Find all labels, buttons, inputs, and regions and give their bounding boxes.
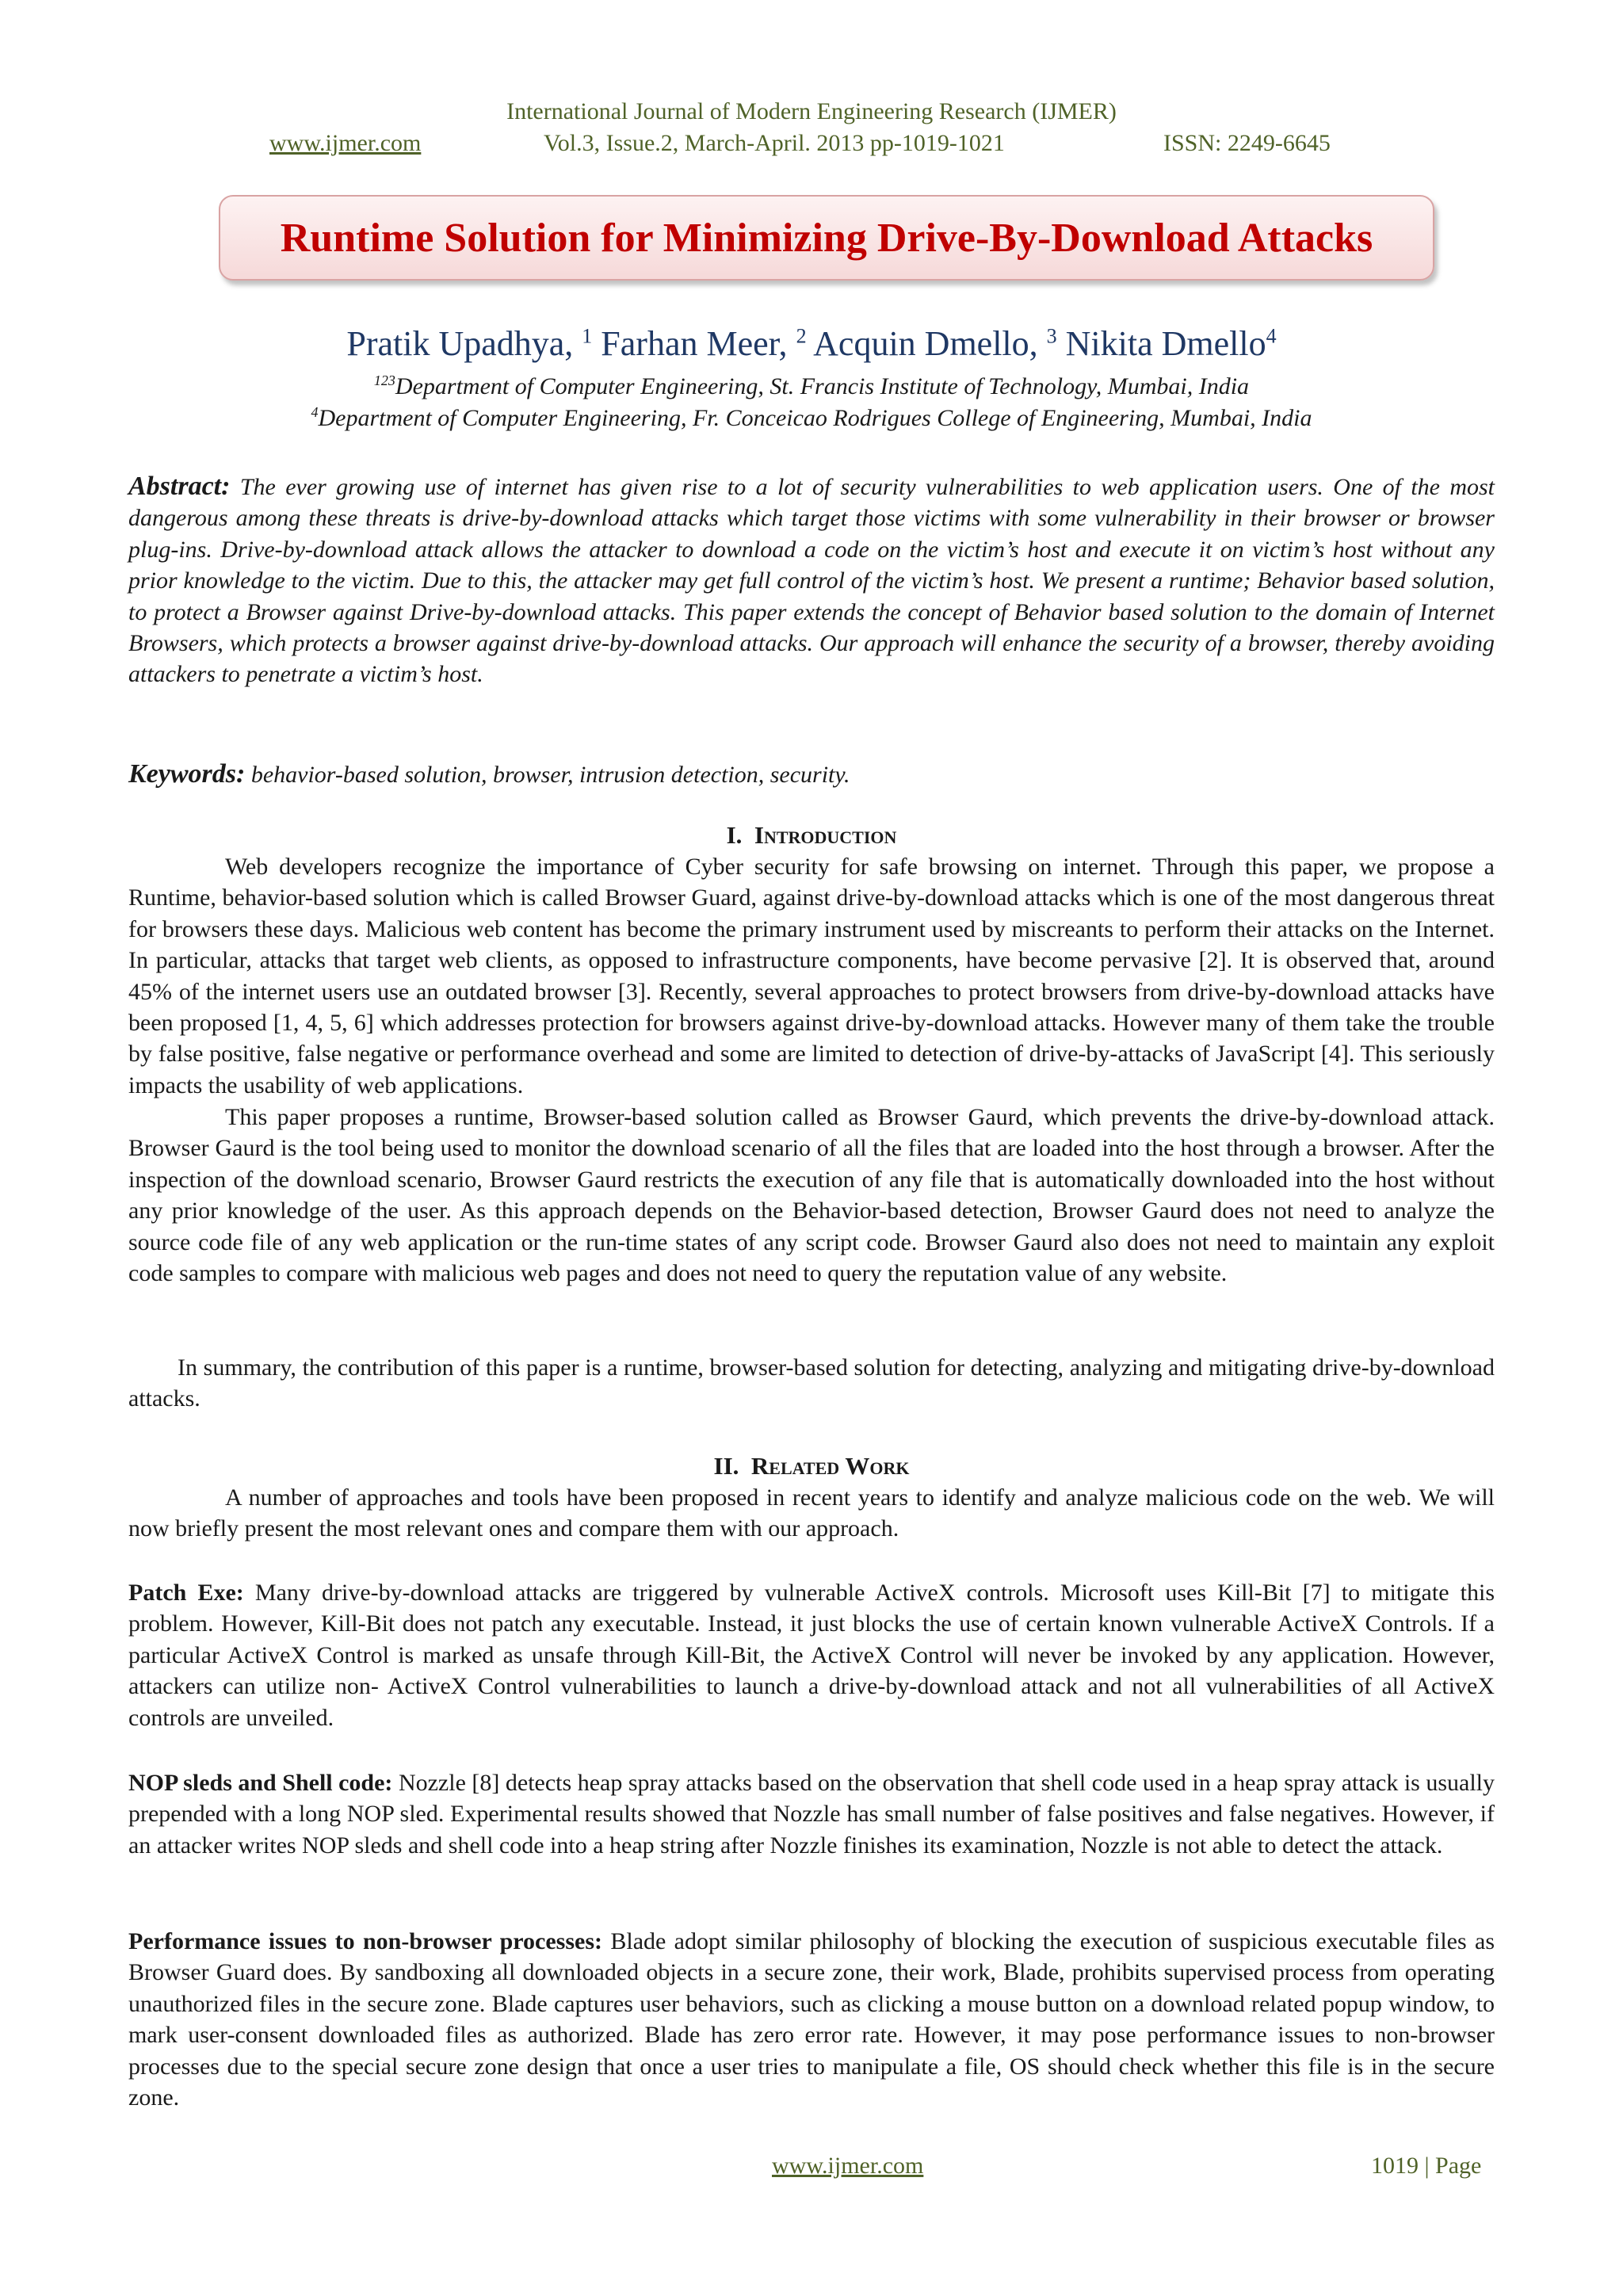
related-work-intro: A number of approaches and tools have been proposed in recent years to identify and analyze malicious code on the web. We will now briefly present the most relevant ones and compare them with our approach. [128,1484,1495,1542]
keywords [128,759,1495,789]
intro-paragraph: In summary, the contribution of this paper is a runtime, browser-based solution for detecting, analyzing and mitigating drive-by-download attacks. [128,1354,1495,1412]
item-label: NOP sleds and Shell code: [128,1770,393,1796]
footer-website-link[interactable]: www.ijmer.com [772,2153,924,2179]
item-text: Nozzle [8] detects heap spray attacks based on the observation that shell code used in a heap spray attack is usually prepended with a long NOP sled. Experimental results showed that Nozzle has small number of false positives and false negatives. However, if an attacker writes NOP sleds and shell code into a heap string after Nozzle finishes its examination, Nozzle is not able to detect the attack. [128,1770,1495,1859]
journal-meta [269,130,1363,162]
section-title: Introduction [754,821,897,849]
affiliation-text: Department of Computer Engineering, Fr. Conceicao Rodrigues College of Engineering, Mumbai, India [318,405,1312,431]
abstract [128,471,1495,690]
related-work-item [128,1577,1495,1733]
volume-info: Vol.3, Issue.2, March-April. 2013 pp-1019-1021 [544,130,1005,156]
issn: ISSN: 2249-6645 [1163,130,1331,156]
author-list [0,323,1623,364]
author-sup: 2 [796,324,807,348]
item-text: Many drive-by-download attacks are triggered by vulnerable ActiveX controls. Microsoft uses Kill-Bit [7] to mitigate this problem. However, Kill-Bit does not patch any executable. Instead, it just blocks the use of certain known vulnerable ActiveX Controls. If a particular ActiveX Control is marked as unsafe through Kill-Bit, the ActiveX Control will never be invoked by any application. However, attackers can utilize non- ActiveX Control vulnerabilities to launch a drive-by-download attack and not all vulnerabilities of all ActiveX controls are unveiled. [128,1580,1495,1731]
item-text: Blade adopt similar philosophy of blocking the execution of suspicious executable files as Browser Guard does. By sandboxing all downloaded objects in a secure zone, their work, Blade, prohibits supervised process from operating unauthorized files in the secure zone. Blade captures user behaviors, such as clicking a mouse button on a download related popup window, to mark user-consent downloaded files as authorized. Blade has zero error rate. However, it may pose performance issues to non-browser processes due to the special secure zone design that once a user tries to manipulate a file, OS should check whether this file is in the secure zone. [128,1928,1495,2111]
author-sup: 1 [582,324,593,348]
section-number: II. [713,1452,739,1480]
item-label: Performance issues to non-browser processes: [128,1928,602,1954]
section-heading-introduction [0,821,1623,850]
intro-paragraph: This paper proposes a runtime, Browser-based solution called as Browser Gaurd, which prevents the drive-by-download attack. Browser Gaurd is the tool being used to monitor the download scenario of all the files that are loaded into the host through a browser. After the inspection of the download scenario, Browser Gaurd restricts the execution of any file that is automatically downloaded into the host without any prior knowledge of the user. As this approach depends on the Behavior-based detection, Browser Gaurd does not need to analyze the source code file of any web application or the run-time states of any script code. Browser Gaurd also does not need to maintain any exploit code samples to compare with malicious web pages and does not need to query the reputation value of any website. [128,1104,1495,1287]
author-name: Farhan Meer, [601,324,788,363]
author-sup: 3 [1046,324,1057,348]
paper-title: Runtime Solution for Minimizing Drive-By-Download Attacks [280,215,1373,261]
affiliation [0,404,1623,432]
affiliation-text: Department of Computer Engineering, St. Francis Institute of Technology, Mumbai, India [395,373,1250,399]
author-name: Pratik Upadhya, [346,324,574,363]
abstract-label: Abstract: [128,472,231,501]
section-heading-related-work [0,1452,1623,1480]
keywords-text: behavior-based solution, browser, intrusion detection, security. [250,762,850,788]
affiliation-sup: 123 [373,372,395,388]
section-title: Related Work [750,1452,910,1480]
item-label: Patch Exe: [128,1580,244,1606]
author-name: Acquin Dmello, [813,324,1038,363]
page-number: 1019 | Page [1371,2153,1482,2179]
related-work-item [128,1767,1495,1861]
abstract-text: The ever growing use of internet has given rise to a lot of security vulnerabilities to web application users. One of the most dangerous among these threats is drive-by-download attacks which target those victims with some vulnerability in their browser or browser plug-ins. Drive-by-download attack allows the attacker to download a code on the victim’s host and execute it on victim’s host without any prior knowledge to the victim. Due to this, the attacker may get full control of the victim’s host. We present a runtime; Behavior based solution, to protect a Browser against Drive-by-download attacks. This paper extends the concept of Behavior based solution to the domain of Internet Browsers, which protects a browser against drive-by-download attacks. Our approach will enhance the security of a browser, thereby avoiding attackers to penetrate a victim’s host. [128,474,1495,688]
related-work-item [128,1926,1495,2113]
affiliation [0,372,1623,400]
author-sup: 4 [1266,324,1277,348]
intro-paragraph: Web developers recognize the importance of Cyber security for safe browsing on internet. Through this paper, we propose a Runtime, behavior-based solution which is called Browser Guard, against drive-by-download attacks which is one of the most dangerous threat for browsers these days. Malicious web content has become the primary instrument used by miscreants to perform their attacks on the Internet. In particular, attacks that target web clients, as opposed to infrastructure components, have become pervasive [2]. It is observed that, around 45% of the internet users use an outdated browser [3]. Recently, several approaches to protect browsers from drive-by-download attacks have been proposed [1, 4, 5, 6] which addresses protection for browsers against drive-by-download attacks. However many of them take the trouble by false positive, false negative or performance overhead and some are limited to detection of drive-by-attacks of JavaScript [4]. This seriously impacts the usability of web applications. [128,854,1495,1098]
keywords-label: Keywords: [128,759,246,789]
affiliation-sup: 4 [311,404,319,420]
section-number: I. [726,821,743,849]
journal-website-link[interactable]: www.ijmer.com [269,130,422,156]
author-name: Nikita Dmello [1065,324,1266,363]
title-box [219,195,1434,281]
journal-name: International Journal of Modern Engineering Research (IJMER) [506,98,1117,124]
